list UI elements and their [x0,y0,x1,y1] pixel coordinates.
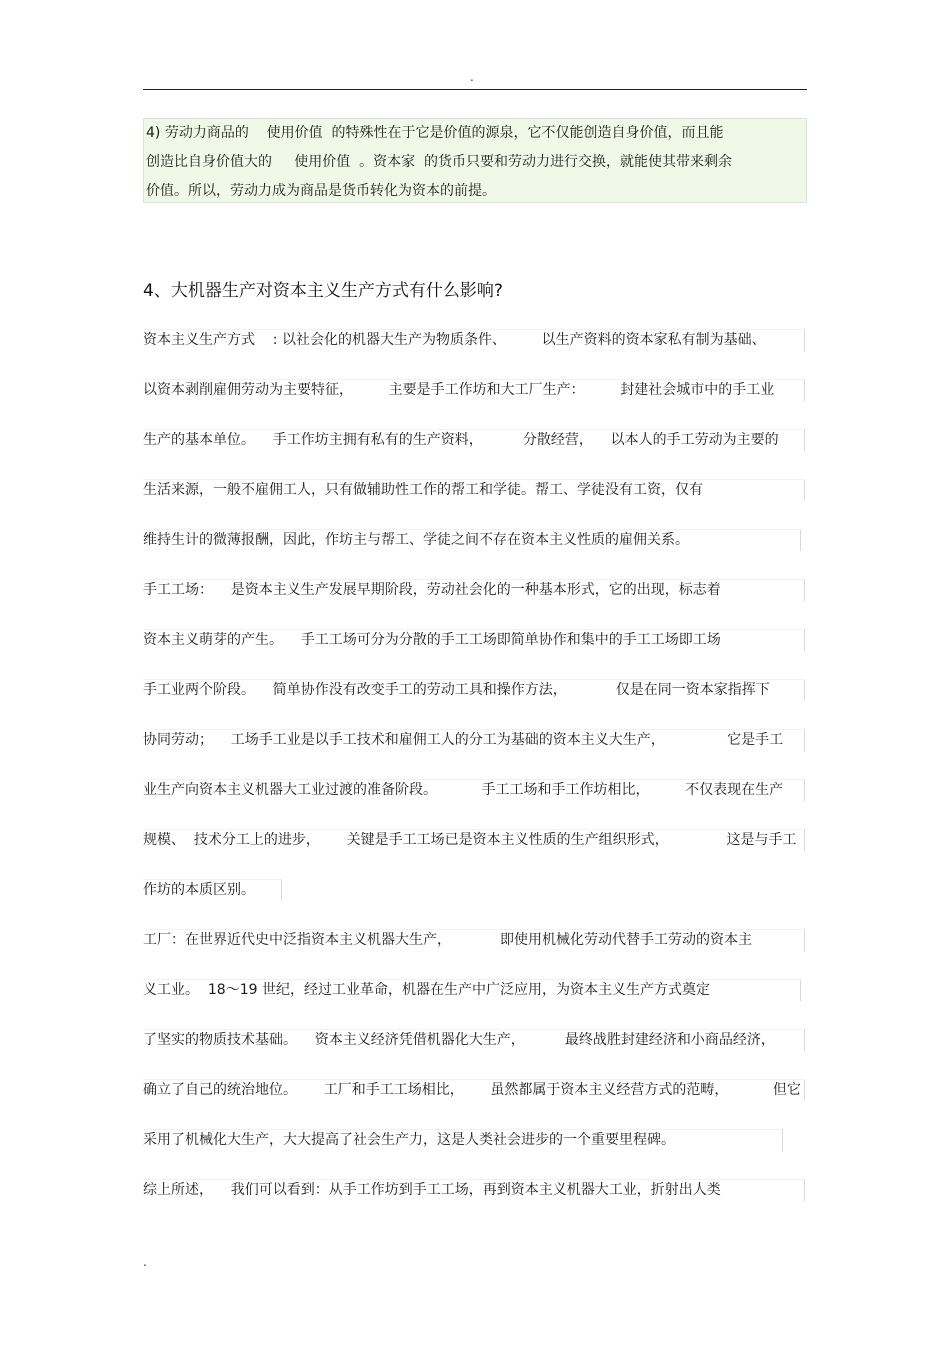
highlighted-line-2: 创造比自身价值大的 使用价值 。资本家 的货币只要和劳动力进行交换，就能使其带来剩余 [146,154,733,170]
header-rule [143,89,807,90]
body-line-12: 作坊的本质区别。 [143,879,282,901]
header-mark: . [470,70,474,84]
footer-mark: . [143,1255,147,1269]
body-line-17: 采用了机械化大生产，大大提高了社会生产力，这是人类社会进步的一个重要里程碑。 [143,1129,783,1151]
body-line-10: 业生产向资本主义机器大工业过渡的准备阶段。 手工工场和手工作坊相比， 不仅表现在生产 [143,779,805,801]
highlighted-line-3: 价值。所以，劳动力成为商品是货币转化为资本的前提。 [146,183,496,199]
body-line-3: 生产的基本单位。 手工作坊主拥有私有的生产资料， 分散经营， 以本人的手工劳动为主要的 [143,429,805,451]
body-line-9: 协同劳动； 工场手工业是以手工技术和雇佣工人的分工为基础的资本主义大生产， 它是手工 [143,729,805,751]
body-line-14: 义工业。 18～19 世纪，经过工业革命，机器在生产中广泛应用，为资本主义生产方式奠定 [143,979,801,1001]
body-line-5: 维持生计的微薄报酬，因此，作坊主与帮工、学徒之间不存在资本主义性质的雇佣关系。 [143,529,801,551]
body-line-15: 了坚实的物质技术基础。 资本主义经济凭借机器化大生产， 最终战胜封建经济和小商品经济， [143,1029,805,1051]
highlighted-line-1: 4) 劳动力商品的 使用价值 的特殊性在于它是价值的源泉，它不仅能创造自身价值，而且能 [146,125,724,141]
body-line-11: 规模、 技术分工上的进步， 关键是手工工场已是资本主义性质的生产组织形式， 这是与手工 [143,829,805,851]
body-line-8: 手工业两个阶段。 简单协作没有改变手工的劳动工具和操作方法， 仅是在同一资本家指挥下 [143,679,805,701]
section-heading: 4、大机器生产对资本主义生产方式有什么影响? [143,281,503,301]
body-line-1: 资本主义生产方式 : 以社会化的机器大生产为物质条件、 以生产资料的资本家私有制为基础、 [143,329,805,351]
body-line-7: 资本主义萌芽的产生。 手工工场可分为分散的手工工场即简单协作和集中的手工工场即工场 [143,629,805,651]
body-line-2: 以资本剥削雇佣劳动为主要特征， 主要是手工作坊和大工厂生产： 封建社会城市中的手工业 [143,379,805,401]
body-line-18: 综上所述， 我们可以看到：从手工作坊到手工工场，再到资本主义机器大工业，折射出人类 [143,1179,805,1201]
body-line-13: 工厂：在世界近代史中泛指资本主义机器大生产， 即使用机械化劳动代替手工劳动的资本主 [143,929,805,951]
body-line-4: 生活来源，一般不雇佣工人，只有做辅助性工作的帮工和学徒。帮工、学徒没有工资，仅有 [143,479,805,501]
body-line-6: 手工工场： 是资本主义生产发展早期阶段，劳动社会化的一种基本形式，它的出现，标志着 [143,579,805,601]
body-line-16: 确立了自己的统治地位。 工厂和手工工场相比， 虽然都属于资本主义经营方式的范畴， 但它 [143,1079,805,1101]
